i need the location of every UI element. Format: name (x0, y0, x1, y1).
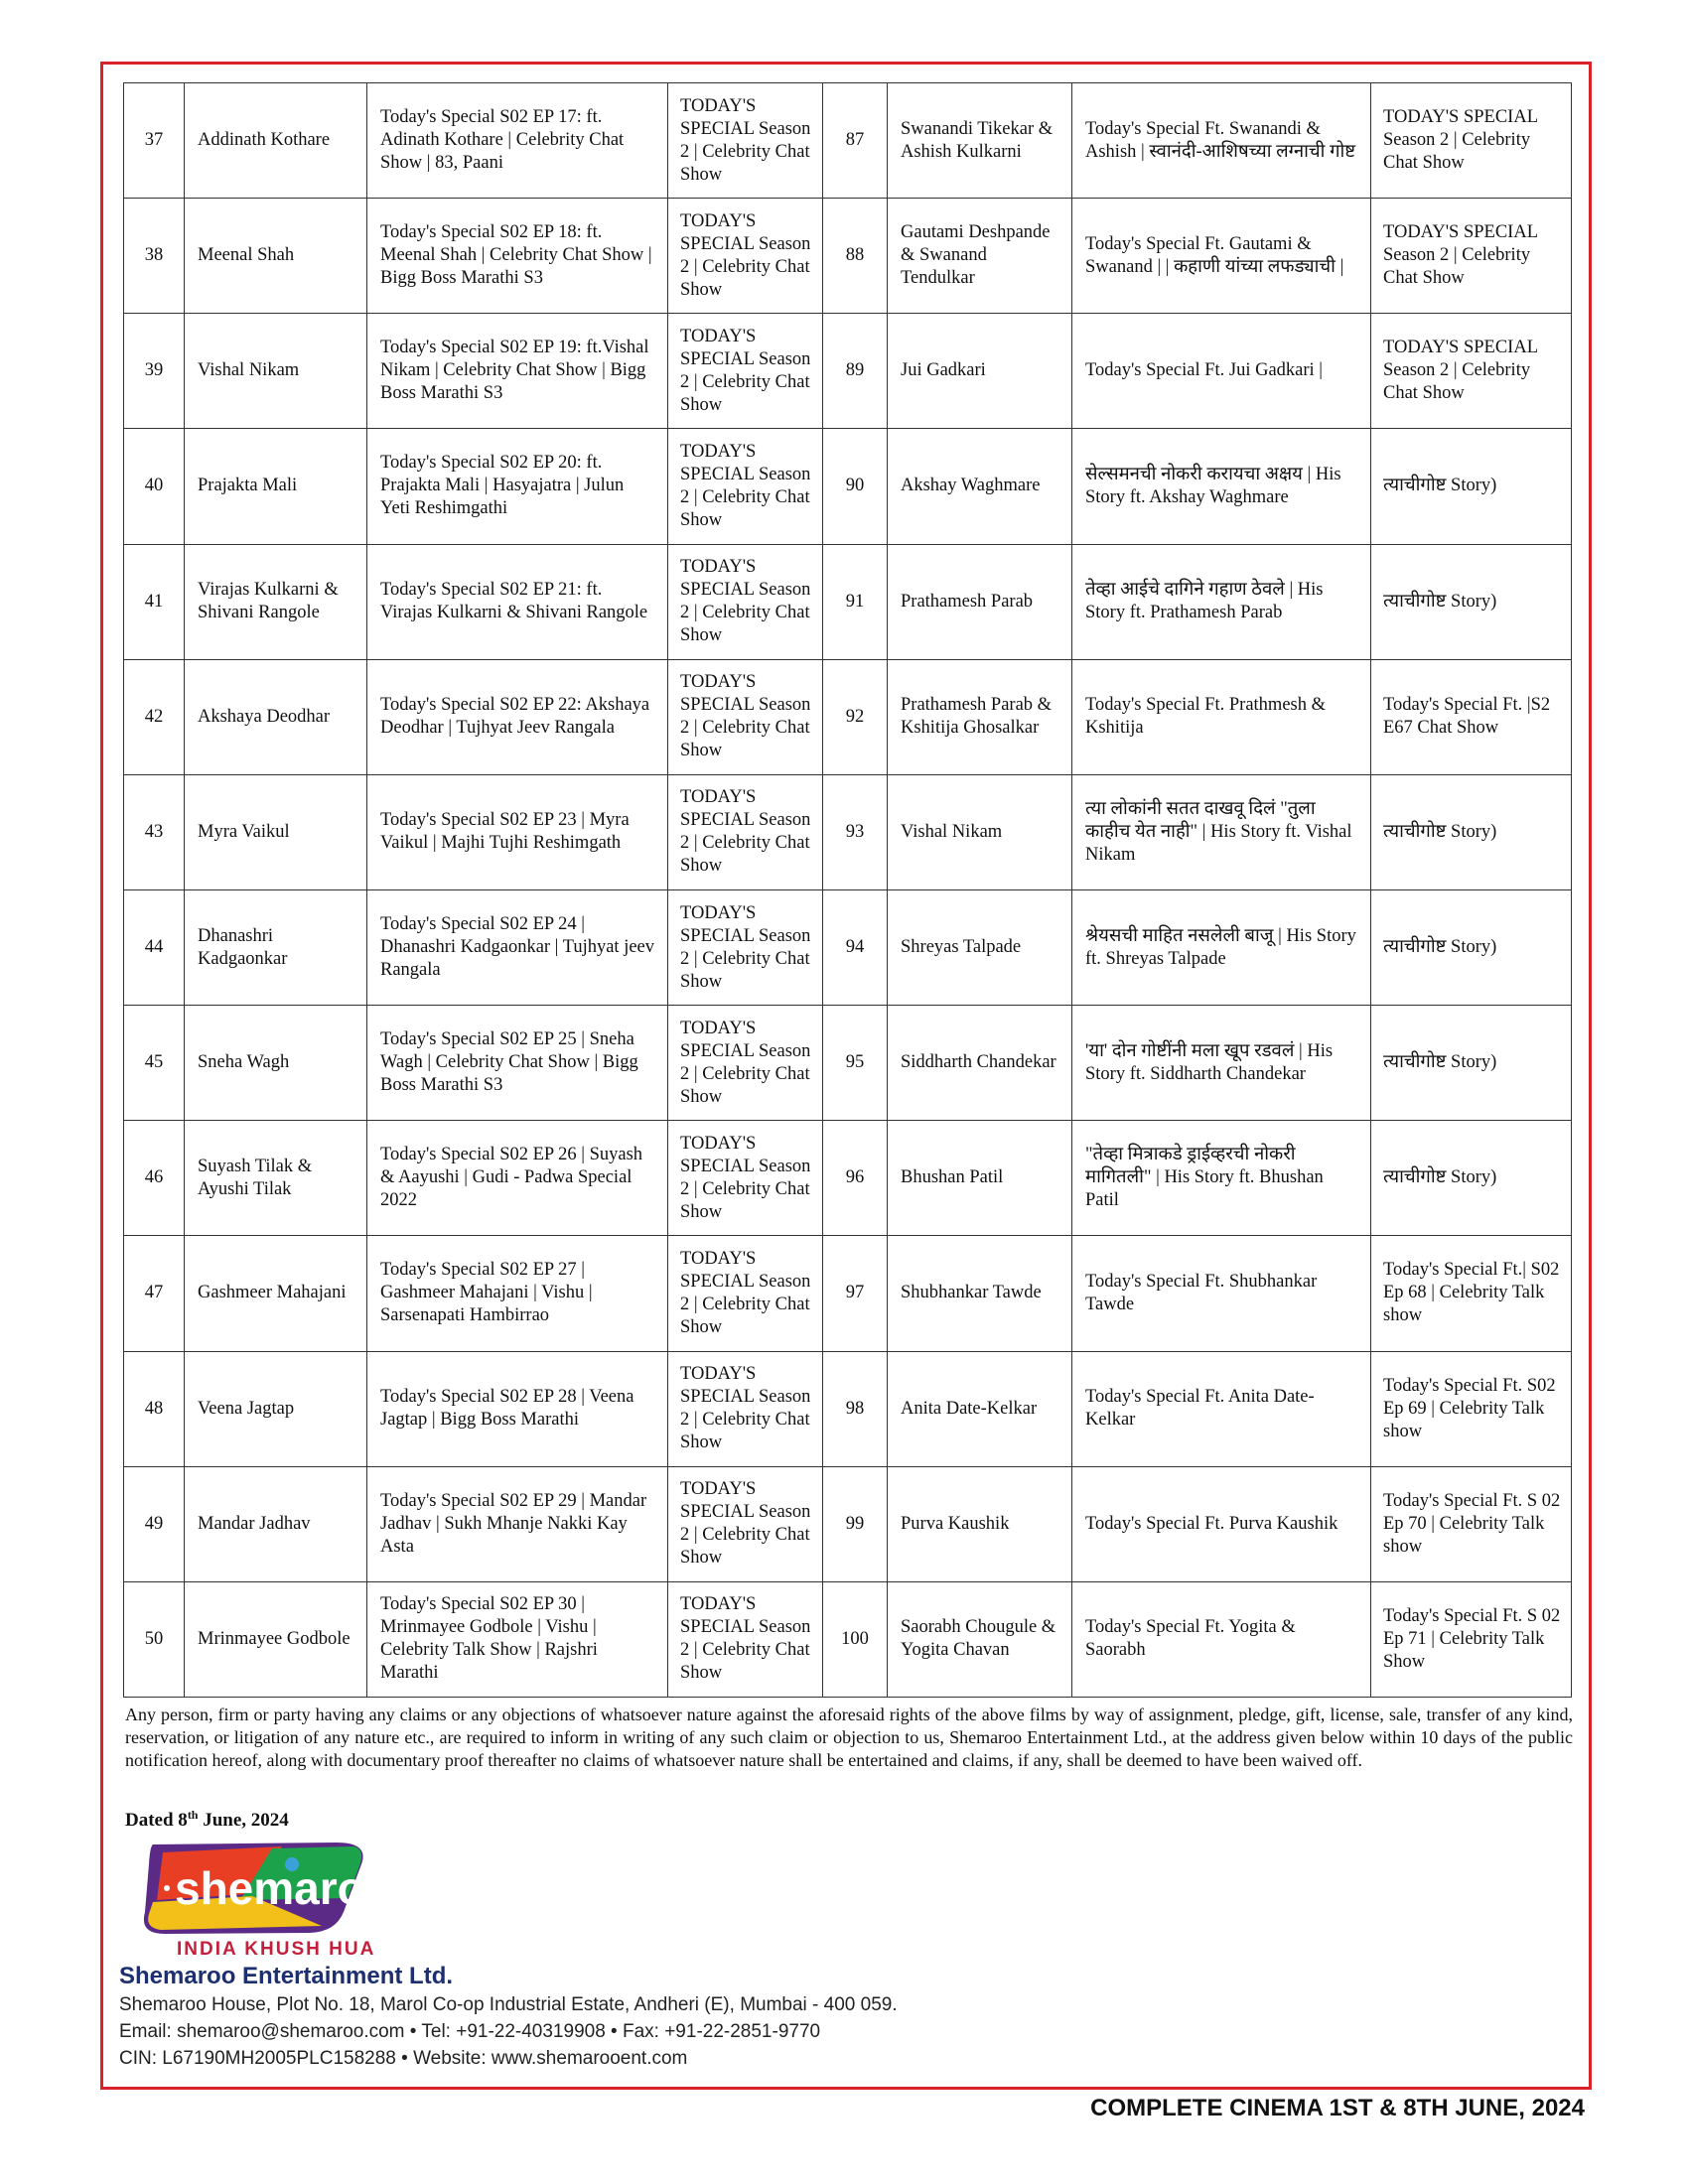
table-row (124, 1121, 1572, 1236)
serial-number: 89 (823, 314, 888, 429)
artist-name: Gautami Deshpande & Swanand Tendulkar (888, 199, 1072, 314)
episode-title: Today's Special S02 EP 17: ft. Adinath Kothare | Celebrity Chat Show | 83, Paani (367, 83, 668, 199)
artist-name: Akshaya Deodhar (185, 659, 367, 774)
episode-title: Today's Special Ft. Yogita & Saorabh (1072, 1581, 1371, 1697)
artist-name: Dhanashri Kadgaonkar (185, 889, 367, 1005)
artist-name: Vishal Nikam (888, 774, 1072, 889)
show-category: त्याचीगोष्ट Story) (1371, 1006, 1572, 1121)
serial-number: 94 (823, 889, 888, 1005)
show-category: TODAY'S SPECIAL Season 2 | Celebrity Chat Show (668, 1236, 823, 1351)
serial-number: 50 (124, 1581, 185, 1697)
episode-title: Today's Special S02 EP 21: ft. Virajas Kulkarni & Shivani Rangole (367, 544, 668, 659)
show-category: TODAY'S SPECIAL Season 2 | Celebrity Chat Show (668, 1121, 823, 1236)
episode-title: Today's Special Ft. Purva Kaushik (1072, 1466, 1371, 1581)
show-category: त्याचीगोष्ट Story) (1371, 429, 1572, 544)
show-category: TODAY'S SPECIAL Season 2 | Celebrity Chat Show (668, 544, 823, 659)
company-cin-website: CIN: L67190MH2005PLC158288 • Website: www.shemarooent.com (119, 2048, 688, 2069)
show-category: Today's Special Ft. S02 Ep 69 | Celebrity Talk show (1371, 1351, 1572, 1466)
table-row (124, 314, 1572, 429)
table-row (124, 544, 1572, 659)
artist-name: Meenal Shah (185, 199, 367, 314)
artist-name: Mrinmayee Godbole (185, 1581, 367, 1697)
artist-name: Prathamesh Parab & Kshitija Ghosalkar (888, 659, 1072, 774)
episode-title: Today's Special S02 EP 26 | Suyash & Aayushi | Gudi - Padwa Special 2022 (367, 1121, 668, 1236)
show-category: Today's Special Ft. S 02 Ep 71 | Celebrity Talk Show (1371, 1581, 1572, 1697)
table-row (124, 1581, 1572, 1697)
serial-number: 43 (124, 774, 185, 889)
serial-number: 42 (124, 659, 185, 774)
serial-number: 44 (124, 889, 185, 1005)
show-category: TODAY'S SPECIAL Season 2 | Celebrity Chat Show (668, 199, 823, 314)
show-category: TODAY'S SPECIAL Season 2 | Celebrity Chat Show (1371, 199, 1572, 314)
artist-name: Suyash Tilak & Ayushi Tilak (185, 1121, 367, 1236)
table-row (124, 1006, 1572, 1121)
logo-wordmark: shemaroo (175, 1862, 393, 1914)
table-row (124, 889, 1572, 1005)
episode-title: Today's Special Ft. Gautami & Swanand | | कहाणी यांच्या लफड्याची | (1072, 199, 1371, 314)
serial-number: 87 (823, 83, 888, 199)
show-category: TODAY'S SPECIAL Season 2 | Celebrity Chat Show (668, 1581, 823, 1697)
serial-number: 49 (124, 1466, 185, 1581)
table-row (124, 1351, 1572, 1466)
company-name: Shemaroo Entertainment Ltd. (119, 1963, 454, 1989)
artist-name: Virajas Kulkarni & Shivani Rangole (185, 544, 367, 659)
episode-title: त्या लोकांनी सतत दाखवू दिलं "तुला काहीच येत नाही" | His Story ft. Vishal Nikam (1072, 774, 1371, 889)
serial-number: 40 (124, 429, 185, 544)
artist-name: Akshay Waghmare (888, 429, 1072, 544)
serial-number: 92 (823, 659, 888, 774)
serial-number: 95 (823, 1006, 888, 1121)
artist-name: Shreyas Talpade (888, 889, 1072, 1005)
company-tagline: INDIA KHUSH HUA (177, 1939, 376, 1960)
episode-title: Today's Special Ft. Swanandi & Ashish | स्वानंदी-आशिषच्या लग्नाची गोष्ट (1072, 83, 1371, 199)
show-category: TODAY'S SPECIAL Season 2 | Celebrity Chat Show (668, 659, 823, 774)
episode-title: Today's Special S02 EP 24 | Dhanashri Kadgaonkar | Tujhyat jeev Rangala (367, 889, 668, 1005)
serial-number: 88 (823, 199, 888, 314)
artist-name: Purva Kaushik (888, 1466, 1072, 1581)
serial-number: 96 (823, 1121, 888, 1236)
episode-title: Today's Special Ft. Prathmesh & Kshitija (1072, 659, 1371, 774)
company-contact: Email: shemaroo@shemaroo.com • Tel: +91-22-40319908 • Fax: +91-22-2851-9770 (119, 2021, 821, 2042)
artist-name: Anita Date-Kelkar (888, 1351, 1072, 1466)
serial-number: 48 (124, 1351, 185, 1466)
company-address: Shemaroo House, Plot No. 18, Marol Co-op Industrial Estate, Andheri (E), Mumbai - 400 059. (119, 1994, 898, 2015)
table-row (124, 659, 1572, 774)
artist-name: Vishal Nikam (185, 314, 367, 429)
show-category: त्याचीगोष्ट Story) (1371, 1121, 1572, 1236)
episode-title: तेव्हा आईचे दागिने गहाण ठेवले | His Story ft. Prathamesh Parab (1072, 544, 1371, 659)
episode-title: श्रेयसची माहित नसलेली बाजू | His Story ft. Shreyas Talpade (1072, 889, 1371, 1005)
film-rights-table (123, 82, 1572, 1698)
show-category: त्याचीगोष्ट Story) (1371, 774, 1572, 889)
artist-name: Saorabh Chougule & Yogita Chavan (888, 1581, 1072, 1697)
show-category: TODAY'S SPECIAL Season 2 | Celebrity Chat Show (668, 429, 823, 544)
notice-date: Dated 8th June, 2024 (125, 1808, 289, 1831)
serial-number: 98 (823, 1351, 888, 1466)
table-row (124, 1236, 1572, 1351)
artist-name: Veena Jagtap (185, 1351, 367, 1466)
serial-number: 47 (124, 1236, 185, 1351)
episode-title: Today's Special Ft. Shubhankar Tawde (1072, 1236, 1371, 1351)
episode-title: Today's Special S02 EP 29 | Mandar Jadhav | Sukh Mhanje Nakki Kay Asta (367, 1466, 668, 1581)
episode-title: सेल्समनची नोकरी करायचा अक्षय | His Story ft. Akshay Waghmare (1072, 429, 1371, 544)
artist-name: Sneha Wagh (185, 1006, 367, 1121)
episode-title: Today's Special S02 EP 20: ft. Prajakta Mali | Hasyajatra | Julun Yeti Reshimgathi (367, 429, 668, 544)
artist-name: Mandar Jadhav (185, 1466, 367, 1581)
show-category: TODAY'S SPECIAL Season 2 | Celebrity Chat Show (1371, 83, 1572, 199)
artist-name: Bhushan Patil (888, 1121, 1072, 1236)
serial-number: 46 (124, 1121, 185, 1236)
serial-number: 97 (823, 1236, 888, 1351)
table-row (124, 83, 1572, 199)
episode-title: Today's Special S02 EP 19: ft.Vishal Nikam | Celebrity Chat Show | Bigg Boss Marathi S3 (367, 314, 668, 429)
serial-number: 41 (124, 544, 185, 659)
show-category: TODAY'S SPECIAL Season 2 | Celebrity Chat Show (668, 774, 823, 889)
episode-title: 'या' दोन गोष्टींनी मला खूप रडवलं | His Story ft. Siddharth Chandekar (1072, 1006, 1371, 1121)
episode-title: Today's Special S02 EP 30 | Mrinmayee Godbole | Vishu | Celebrity Talk Show | Rajshri Marathi (367, 1581, 668, 1697)
show-category: त्याचीगोष्ट Story) (1371, 889, 1572, 1005)
episode-title: Today's Special Ft. Jui Gadkari | (1072, 314, 1371, 429)
show-category: TODAY'S SPECIAL Season 2 | Celebrity Chat Show (668, 889, 823, 1005)
serial-number: 100 (823, 1581, 888, 1697)
show-category: TODAY'S SPECIAL Season 2 | Celebrity Chat Show (668, 83, 823, 199)
artist-name: Addinath Kothare (185, 83, 367, 199)
show-category: Today's Special Ft.| S02 Ep 68 | Celebrity Talk show (1371, 1236, 1572, 1351)
artist-name: Gashmeer Mahajani (185, 1236, 367, 1351)
table-row (124, 1466, 1572, 1581)
table-row (124, 429, 1572, 544)
serial-number: 99 (823, 1466, 888, 1581)
serial-number: 91 (823, 544, 888, 659)
shemaroo-logo (123, 1835, 431, 1942)
show-category: TODAY'S SPECIAL Season 2 | Celebrity Chat Show (1371, 314, 1572, 429)
table-row (124, 199, 1572, 314)
serial-number: 38 (124, 199, 185, 314)
episode-title: "तेव्हा मित्राकडे ड्राईव्हरची नोकरी मागितली" | His Story ft. Bhushan Patil (1072, 1121, 1371, 1236)
artist-name: Myra Vaikul (185, 774, 367, 889)
artist-name: Prathamesh Parab (888, 544, 1072, 659)
publication-footer: COMPLETE CINEMA 1ST & 8TH JUNE, 2024 (1090, 2095, 1585, 2121)
show-category: Today's Special Ft. S 02 Ep 70 | Celebrity Talk show (1371, 1466, 1572, 1581)
serial-number: 90 (823, 429, 888, 544)
episode-title: Today's Special S02 EP 18: ft. Meenal Shah | Celebrity Chat Show | Bigg Boss Marathi S3 (367, 199, 668, 314)
episode-title: Today's Special S02 EP 22: Akshaya Deodhar | Tujhyat Jeev Rangala (367, 659, 668, 774)
episode-title: Today's Special S02 EP 28 | Veena Jagtap | Bigg Boss Marathi (367, 1351, 668, 1466)
artist-name: Jui Gadkari (888, 314, 1072, 429)
show-category: त्याचीगोष्ट Story) (1371, 544, 1572, 659)
artist-name: Swanandi Tikekar & Ashish Kulkarni (888, 83, 1072, 199)
artist-name: Prajakta Mali (185, 429, 367, 544)
serial-number: 93 (823, 774, 888, 889)
show-category: TODAY'S SPECIAL Season 2 | Celebrity Chat Show (668, 1006, 823, 1121)
episode-title: Today's Special S02 EP 27 | Gashmeer Mahajani | Vishu | Sarsenapati Hambirrao (367, 1236, 668, 1351)
show-category: TODAY'S SPECIAL Season 2 | Celebrity Chat Show (668, 1351, 823, 1466)
legal-notice: Any person, firm or party having any claims or any objections of whatsoever nature against the aforesaid rights of the above films by way of assignment, pledge, gift, license, sale, transfer of any kind, reservation, or litigation of any nature etc., are required to inform in writing of any such claim or objection to us, Shemaroo Entertainment Ltd., at the address given below within 10 days of the public notification hereof, along with documentary proof thereafter no claims of whatsoever nature shall be entertained and claims, if any, shall be deemed to have been waived off. (125, 1705, 1573, 1770)
table-row (124, 774, 1572, 889)
serial-number: 39 (124, 314, 185, 429)
episode-title: Today's Special S02 EP 23 | Myra Vaikul | Majhi Tujhi Reshimgath (367, 774, 668, 889)
show-category: Today's Special Ft. |S2 E67 Chat Show (1371, 659, 1572, 774)
artist-name: Shubhankar Tawde (888, 1236, 1072, 1351)
artist-name: Siddharth Chandekar (888, 1006, 1072, 1121)
serial-number: 37 (124, 83, 185, 199)
episode-title: Today's Special Ft. Anita Date-Kelkar (1072, 1351, 1371, 1466)
episode-title: Today's Special S02 EP 25 | Sneha Wagh | Celebrity Chat Show | Bigg Boss Marathi S3 (367, 1006, 668, 1121)
show-category: TODAY'S SPECIAL Season 2 | Celebrity Chat Show (668, 314, 823, 429)
show-category: TODAY'S SPECIAL Season 2 | Celebrity Chat Show (668, 1466, 823, 1581)
serial-number: 45 (124, 1006, 185, 1121)
